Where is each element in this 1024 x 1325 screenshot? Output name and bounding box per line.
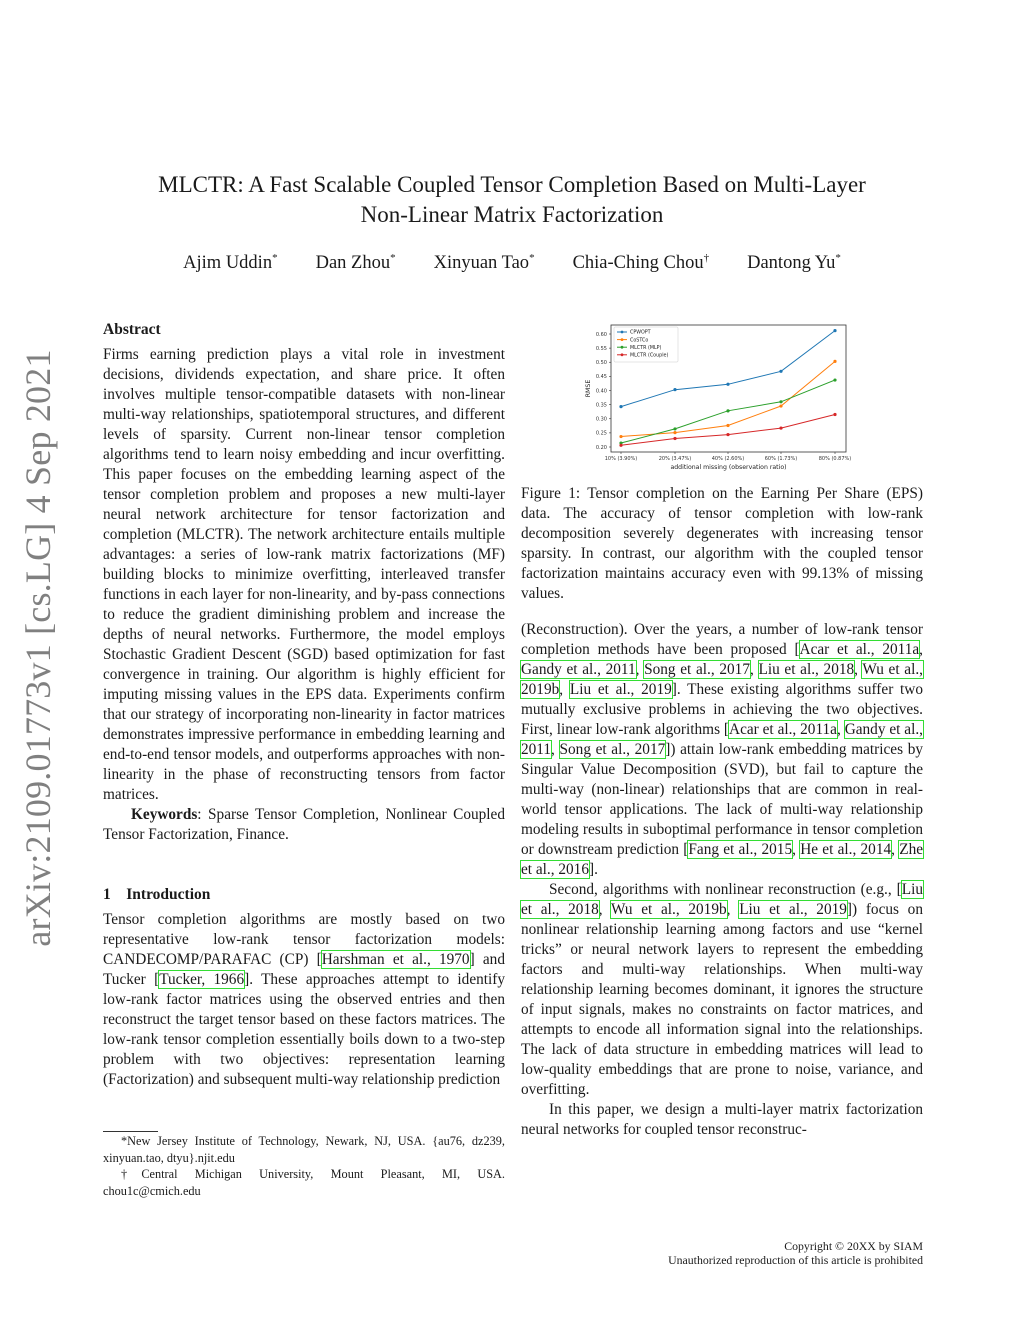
data-point bbox=[779, 404, 782, 407]
arxiv-stamp bbox=[8, 348, 68, 947]
copyright-line-1: Copyright © 20XX by SIAM bbox=[784, 1239, 923, 1253]
data-point bbox=[726, 424, 729, 427]
x-axis-label: additional missing (observation ratio) bbox=[670, 464, 787, 471]
body-text: (Reconstruction). Over the years, a number of low-rank tensor completion methods have been proposed bbox=[521, 621, 923, 658]
arxiv-stamp-text: arXiv:2109.01773v1 [cs.LG] 4 Sep 2021 bbox=[18, 348, 58, 947]
y-tick-label: 0.30 bbox=[595, 416, 607, 423]
author-name: Dantong Yu* bbox=[747, 252, 841, 274]
title-line-2: Non-Linear Matrix Factorization bbox=[360, 202, 664, 227]
keywords-text: : Sparse Tensor Completion, Nonlinear Coupled Tensor Factorization, Finance. bbox=[103, 806, 505, 843]
intro-heading: 1 Introduction bbox=[103, 886, 211, 903]
abstract-section bbox=[103, 320, 505, 845]
bracket: [ bbox=[316, 951, 322, 968]
body-text: ) attain low-rank embedding matrices by Singular Value Decomposition (SVD), but fail to capture the multi-way (non-linear) relationships that are common in real-world tensor applications. The lack of multi-way relationship modeling results in suboptimal performance in tensor completion or downstream prediction bbox=[521, 741, 923, 858]
data-point bbox=[726, 433, 729, 436]
citation-link[interactable]: Song et al., 2017 bbox=[644, 661, 750, 678]
title-line-1: MLCTR: A Fast Scalable Coupled Tensor Completion Based on Multi-Layer bbox=[158, 172, 866, 197]
y-tick-label: 0.25 bbox=[595, 430, 607, 437]
affiliation-mark: * bbox=[390, 252, 396, 264]
citation-link[interactable]: Acar et al., 2011a bbox=[799, 641, 920, 658]
citation-link[interactable]: Gandy et al., 2011 bbox=[521, 721, 923, 758]
legend-entry: MLCTR (MLP) bbox=[630, 345, 662, 351]
copyright-notice bbox=[668, 1240, 923, 1267]
affiliation-mark: * bbox=[272, 252, 278, 264]
footnote-2: †Central Michigan University, Mount Pleasant, MI, USA. chou1c@cmich.edu bbox=[103, 1167, 505, 1198]
affiliation-mark: * bbox=[835, 252, 841, 264]
y-axis-label: RMSE bbox=[585, 379, 592, 398]
citation-link[interactable]: Liu et al., 2018 bbox=[758, 661, 855, 678]
y-tick-label: 0.20 bbox=[595, 444, 607, 451]
figure-caption: Figure 1: Tensor completion on the Earning Per Share (EPS) data. The accuracy of tensor completion with low-rank decomposition severely degenerates with increasing tensor sparsity. In contrast, our algorithm with the coupled tensor factorization maintains accuracy even with 99.13% of missing values. bbox=[521, 485, 923, 602]
right-column-body bbox=[521, 620, 923, 1140]
data-point bbox=[726, 409, 729, 412]
legend-entry: CoSTCo bbox=[630, 338, 649, 344]
citation-link[interactable]: Song et al., 2017 bbox=[559, 741, 666, 758]
footnote-1: *New Jersey Institute of Technology, Newark, NJ, USA. {au76, dz239, xinyuan.tao, dtyu}.njit.edu bbox=[103, 1134, 505, 1165]
x-tick-label: 20% (3.47%) bbox=[658, 456, 692, 462]
citation-link[interactable]: Wu et al., 2019b bbox=[521, 661, 923, 698]
affiliation-mark: * bbox=[529, 252, 535, 264]
x-tick-label: 60% (1.73%) bbox=[764, 456, 798, 462]
y-tick-label: 0.45 bbox=[595, 374, 607, 381]
citation-link[interactable]: Zhe et al., 2016 bbox=[521, 841, 924, 878]
body-text: Second, algorithms with nonlinear reconstruction (e.g., bbox=[549, 881, 897, 898]
citation-link[interactable]: Gandy et al., 2011 bbox=[521, 661, 636, 678]
y-tick-label: 0.55 bbox=[595, 345, 607, 352]
author-name: Dan Zhou* bbox=[315, 252, 396, 274]
data-point bbox=[673, 431, 676, 434]
intro-text: . These approaches attempt to identify low-rank factor matrices using the observed entries and then reconstruct the target tensor based on these factors matrices. The low-rank tensor completion essentially boils down to a two-step problem with two objectives: representation learning (Factorization) and subsequent multi-way relationship prediction bbox=[103, 971, 505, 1088]
data-point bbox=[673, 427, 676, 430]
citation-link[interactable]: Acar et al., 2011a bbox=[729, 721, 837, 738]
x-tick-label: 40% (2.60%) bbox=[711, 456, 745, 462]
legend-entry: MLCTR (Couple) bbox=[630, 353, 669, 359]
y-tick-label: 0.60 bbox=[595, 331, 607, 338]
citation-link[interactable]: Fang et al., 2015 bbox=[688, 841, 793, 858]
footnotes bbox=[103, 1133, 505, 1199]
paragraph-this-paper: In this paper, we design a multi-layer matrix factorization neural networks for coupled tensor reconstruc- bbox=[521, 1101, 923, 1138]
footnote-rule bbox=[103, 1131, 158, 1132]
citation-link[interactable]: Harshman et al., 1970 bbox=[321, 951, 470, 968]
data-point bbox=[673, 388, 676, 391]
data-point bbox=[619, 405, 622, 408]
copyright-line-2: Unauthorized reproduction of this article is prohibited bbox=[668, 1252, 923, 1267]
author-name: Xinyuan Tao* bbox=[433, 252, 535, 274]
data-point bbox=[619, 435, 622, 438]
intro-paragraph: Tensor completion algorithms are mostly based on two representative low-rank tensor factorization models: CANDECOMP/PARAFAC (CP) [Harshman et al., 1970] and Tucker [Tucker, 1966]. These approaches attempt to identify low-rank factor matrices using the observed entries and then reconstruct the target tensor based on these factors matrices. The low-rank tensor completion essentially boils down to a two-step problem with two objectives: representation learning (Factorization) and subsequent multi-way relationship prediction bbox=[103, 911, 505, 1088]
author-name: Chia-Ching Chou† bbox=[572, 252, 710, 274]
paper-title bbox=[100, 170, 924, 230]
intro-text: and Tucker bbox=[103, 951, 505, 988]
data-point bbox=[726, 383, 729, 386]
keywords-label: Keywords bbox=[131, 806, 198, 823]
affiliation-mark: † bbox=[703, 252, 710, 264]
data-point bbox=[673, 437, 676, 440]
paragraph-reconstruction: (Reconstruction). Over the years, a number of low-rank tensor completion methods have been proposed [Acar et al., 2011a, Gandy et al., 2011, Song et al., 2017, Liu et al., 2018, Wu et al., 2019b, Liu et al., 2019]. These existing algorithms suffer two mutually exclusive problems in achieving the two objectives. First, linear low-rank algorithms [Acar et al., 2011a, Gandy et al., 2011, Song et al., 2017]) attain low-rank embedding matrices by Singular Value Decomposition (SVD), but fail to capture the multi-way (non-linear) relationships that are common in real-world tensor applications. The lack of multi-way relationship modeling results in suboptimal performance in tensor completion or downstream prediction [Fang et al., 2015, He et al., 2014, Zhe et al., 2016]. bbox=[521, 621, 924, 878]
citation-link[interactable]: Liu et al., 2019 bbox=[739, 901, 847, 918]
data-point bbox=[833, 360, 836, 363]
author-name: Ajim Uddin* bbox=[183, 252, 278, 274]
abstract-heading: Abstract bbox=[103, 321, 161, 338]
abstract-text: Firms earning prediction plays a vital role in investment decisions, dividends expectation, and share price. It often involves multiple tensor-compatible datasets with non-linear multi-way relationships, spatiotemporal structures, and different levels of sparsity. Current non-linear tensor completion algorithms tend to learn noisy embedding and incur overfitting. This paper focuses on the embedding learning aspect of the tensor completion problem and proposes a new multi-layer neural network architecture for tensor factorization and completion (MLCTR). The network architecture entails multiple advantages: a series of low-rank matrix factorizations (MF) building blocks to minimize overfitting, interleaved transfer functions in each layer for non-linearity, and by-pass connections to reduce the gradient diminishing problem and increase the depths of neural networks. Furthermore, the model employs Stochastic Gradient Descent (SGD) based optimization for fast convergence in training. Our algorithm is highly efficient for imputing missing values in the EPS data. Experiments confirm that our strategy of incorporating non-linearity in factor matrices demonstrates impressive performance in embedding learning and end-to-end tensor models, and outperforms approaches with non-linearity in the phase of reconstructing tensors from factor matrices. bbox=[103, 346, 505, 803]
x-tick-label: 10% (3.90%) bbox=[604, 456, 638, 462]
author-list bbox=[100, 252, 924, 274]
intro-text: Tensor completion algorithms are mostly based on two representative low-rank tensor factorization models: CANDECOMP/PARAFAC (CP) bbox=[103, 911, 505, 968]
citation-link[interactable]: Tucker, 1966 bbox=[159, 971, 245, 988]
data-point bbox=[833, 329, 836, 332]
citation-link[interactable]: Liu et al., 2019 bbox=[569, 681, 672, 698]
figure-1-chart bbox=[578, 320, 853, 480]
data-point bbox=[833, 378, 836, 381]
citation-link[interactable]: Wu et al., 2019b bbox=[611, 901, 727, 918]
data-point bbox=[779, 426, 782, 429]
x-tick-label: 80% (0.87%) bbox=[818, 456, 852, 462]
body-text: . These existing algorithms suffer two mutually exclusive problems in achieving the two objectives. First, linear low-rank algorithms bbox=[521, 681, 924, 738]
body-text: . bbox=[594, 861, 598, 878]
citation-link[interactable]: He et al., 2014 bbox=[800, 841, 892, 858]
body-text: ) focus on nonlinear relationship learning among factors and use “kernel tricks” or neural network layers to represent the embedding factors and multi-way relationships. When multi-way relationship learning becomes dominant, it ignores the structure of input signals, makes no constraints on factor matrices, and attempts to encode all information signal into the relationships. The lack of data structure in embedding matrices will lead to low-quality embeddings that are prone to noise, variance, and overfitting. bbox=[521, 901, 923, 1098]
data-point bbox=[779, 400, 782, 403]
paragraph-second: Second, algorithms with nonlinear reconstruction (e.g., [Liu et al., 2018, Wu et al., 2019b, Liu et al., 2019]) focus on nonlinear relationship learning among factors and use “kernel tricks” or neural network layers to represent the embedding factors and multi-way relationships. When multi-way relationship learning becomes dominant, it ignores the structure of input signals, makes no constraints on factor matrices, and attempts to encode all information signal into the relationships. The lack of data structure in embedding matrices will lead to low-quality embeddings that are prone to noise, variance, and overfitting. bbox=[521, 881, 923, 1098]
y-tick-label: 0.40 bbox=[595, 388, 607, 395]
data-point bbox=[779, 370, 782, 373]
data-point bbox=[833, 413, 836, 416]
y-tick-label: 0.35 bbox=[595, 402, 607, 409]
introduction-section bbox=[103, 885, 505, 1090]
rmse-line-chart bbox=[578, 320, 853, 480]
data-point bbox=[619, 444, 622, 447]
keywords bbox=[103, 805, 505, 845]
legend-entry: CPWOPT bbox=[630, 330, 651, 336]
citation-link[interactable]: Liu et al., 2018 bbox=[521, 881, 923, 918]
y-tick-label: 0.50 bbox=[595, 360, 607, 367]
